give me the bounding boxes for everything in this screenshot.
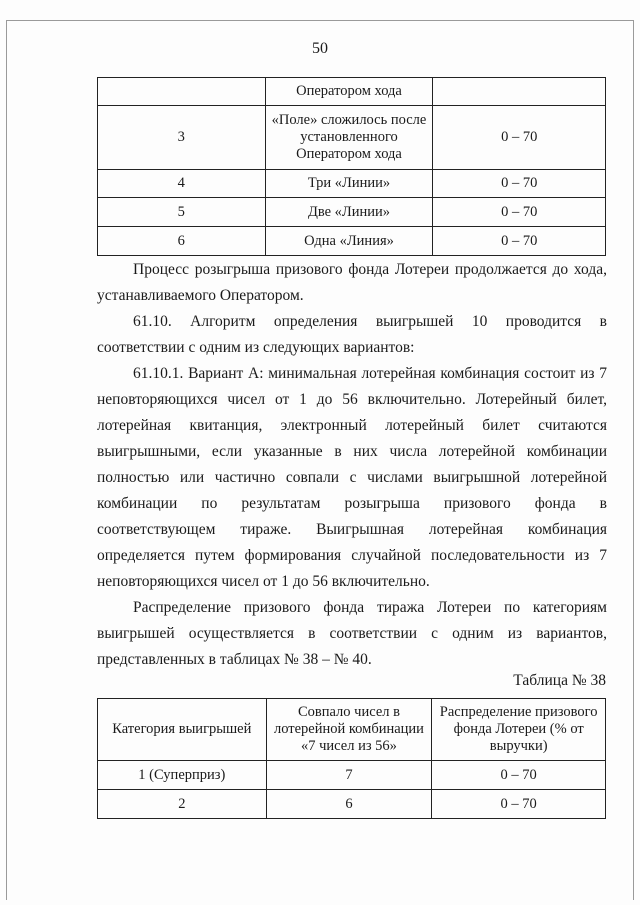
table-cell: «Поле» сложилось после установленного Оператором хода: [265, 106, 433, 170]
table-cell: 2: [98, 790, 267, 819]
paragraph-distribution: Распределение призового фонда тиража Лотереи по категориям выигрышей осуществляется в соответствии с одним из вариантов, представленных в таблицах № 38 – № 40.: [97, 599, 607, 668]
table-cell: 0 – 70: [433, 106, 606, 170]
paragraph-process: Процесс розыгрыша призового фонда Лотереи продолжается до хода, устанавливаемого Оператором.: [97, 261, 607, 304]
table-caption: Таблица № 38: [513, 672, 606, 689]
column-header: Распределение призового фонда Лотереи (% от выручки): [432, 699, 606, 761]
column-header: Совпало чисел в лотерейной комбинации «7 чисел из 56»: [266, 699, 432, 761]
prize-table-continued: [97, 77, 606, 256]
table-cell: 4: [98, 170, 266, 198]
paragraph-61-10: 61.10. Алгоритм определения выигрышей 10 проводится в соответствии с одним из следующих вариантов:: [97, 313, 607, 356]
table-cell: [433, 78, 606, 106]
table-cell: 0 – 70: [432, 790, 606, 819]
table-cell: 3: [98, 106, 266, 170]
table-row: [98, 790, 606, 819]
table-cell: Оператором хода: [265, 78, 433, 106]
table-row: [98, 761, 606, 790]
table-row: [98, 170, 606, 198]
table-row: [98, 106, 606, 170]
table-cell: Одна «Линия»: [265, 227, 433, 256]
table-cell: 0 – 70: [433, 198, 606, 227]
column-header: Категория выигрышей: [98, 699, 267, 761]
table-row: [98, 78, 606, 106]
table-cell: 0 – 70: [432, 761, 606, 790]
paragraph-61-10-1: 61.10.1. Вариант А: минимальная лотерейная комбинация состоит из 7 неповторяющихся чисел от 1 до 56 включительно. Лотерейный билет, лотерейная квитанция, электронный лотерейный билет считаются выигрышными, если указанные в них числа лотерейной комбинации полностью или частично совпали с числами выигрышной лотерейной комбинации по результатам розыгрыша призового фонда в соответствующем тираже. Выигрышная лотерейная комбинация определяется путем формирования случайной последовательности из 7 неповторяющихся чисел от 1 до 56 включительно.: [97, 365, 607, 590]
table-38: [97, 698, 606, 819]
table-cell: 0 – 70: [433, 227, 606, 256]
table-cell: 6: [266, 790, 432, 819]
table-cell: 5: [98, 198, 266, 227]
scan-border-left: [6, 20, 7, 900]
table-header-row: [98, 699, 606, 761]
scan-border-right: [633, 20, 634, 900]
table-cell: [98, 78, 266, 106]
table-cell: Две «Линии»: [265, 198, 433, 227]
scan-border-top: [6, 20, 634, 21]
table-cell: 7: [266, 761, 432, 790]
page-number: 50: [312, 40, 328, 57]
table-cell: 6: [98, 227, 266, 256]
table-cell: 0 – 70: [433, 170, 606, 198]
table-row: [98, 227, 606, 256]
table-row: [98, 198, 606, 227]
table-cell: 1 (Суперприз): [98, 761, 267, 790]
table-cell: Три «Линии»: [265, 170, 433, 198]
